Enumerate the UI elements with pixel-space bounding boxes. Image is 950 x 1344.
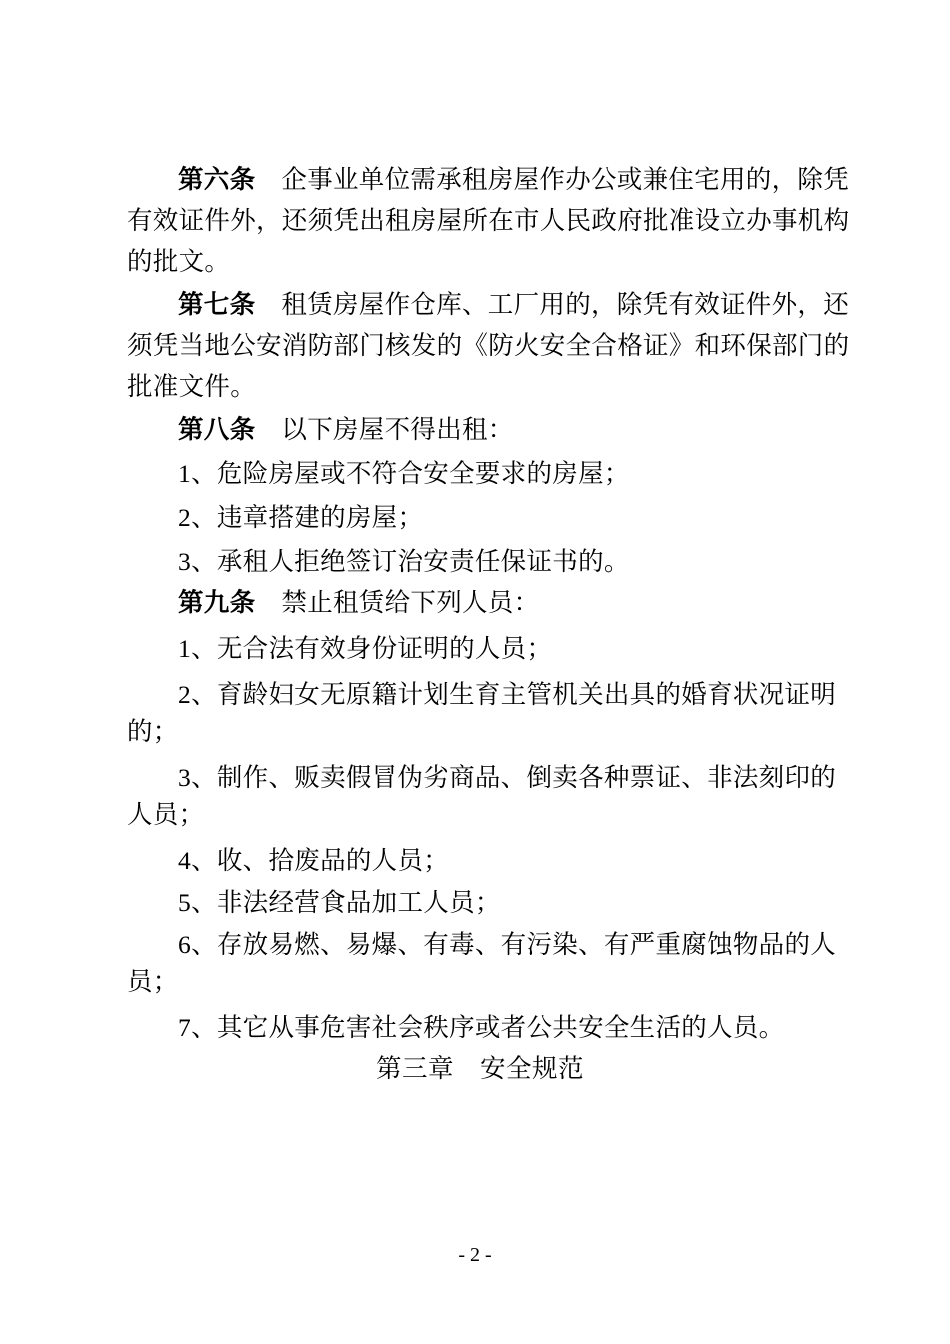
article-9-item-5: 5、非法经营食品加工人员； xyxy=(178,888,501,918)
article-9-item-6-cont: 员； xyxy=(127,967,179,997)
article-9-item-2-cont: 的； xyxy=(127,717,179,747)
article-8-text-1: 以下房屋不得出租： xyxy=(281,415,514,445)
article-9-item-3-cont: 人员； xyxy=(127,800,205,830)
article-9-item-1: 1、无合法有效身份证明的人员； xyxy=(178,634,553,664)
article-8-label: 第八条 xyxy=(178,415,256,445)
article-6-line-1 xyxy=(127,160,850,201)
document-body xyxy=(127,160,850,1090)
chapter-number: 第三章 xyxy=(375,1054,454,1084)
article-9-item-6: 6、存放易燃、易爆、有毒、有污染、有严重腐蚀物品的人 xyxy=(178,930,837,960)
article-9-text-1: 禁止租赁给下列人员： xyxy=(281,588,540,618)
article-7-text-1: 租赁房屋作仓库、工厂用的，除凭有效证件外，还 xyxy=(281,290,850,320)
article-9-label: 第九条 xyxy=(178,588,256,618)
page-number: - 2 - xyxy=(458,1244,492,1266)
article-7-line-1 xyxy=(127,285,850,326)
article-6-line-2: 有效证件外，还须凭出租房屋所在市人民政府批准设立办事机构 xyxy=(127,206,850,236)
article-8-item-2: 2、违章搭建的房屋； xyxy=(178,503,424,533)
chapter-title: 安全规范 xyxy=(480,1054,585,1084)
article-9-item-4: 4、收、拾废品的人员； xyxy=(178,846,450,876)
article-8-line-1 xyxy=(127,410,833,451)
article-9-item-3: 3、制作、贩卖假冒伪劣商品、倒卖各种票证、非法刻印的 xyxy=(178,763,837,793)
article-9-item-7: 7、其它从事危害社会秩序或者公共安全生活的人员。 xyxy=(178,1013,785,1043)
article-6-label: 第六条 xyxy=(178,165,256,195)
article-7-line-2: 须凭当地公安消防部门核发的《防火安全合格证》和环保部门的 xyxy=(127,331,850,361)
article-8-item-1: 1、危险房屋或不符合安全要求的房屋； xyxy=(178,459,630,489)
article-6-text-1: 企事业单位需承租房屋作办公或兼住宅用的，除凭 xyxy=(281,165,850,195)
article-9-line-1 xyxy=(127,583,833,624)
article-9-item-2: 2、育龄妇女无原籍计划生育主管机关出具的婚育状况证明 xyxy=(178,680,837,710)
chapter-heading xyxy=(127,1049,833,1090)
article-7-label: 第七条 xyxy=(178,290,256,320)
article-8-item-3: 3、承租人拒绝签订治安责任保证书的。 xyxy=(178,547,630,577)
article-7-line-3: 批准文件。 xyxy=(127,372,257,402)
article-6-line-3: 的批文。 xyxy=(127,247,231,277)
